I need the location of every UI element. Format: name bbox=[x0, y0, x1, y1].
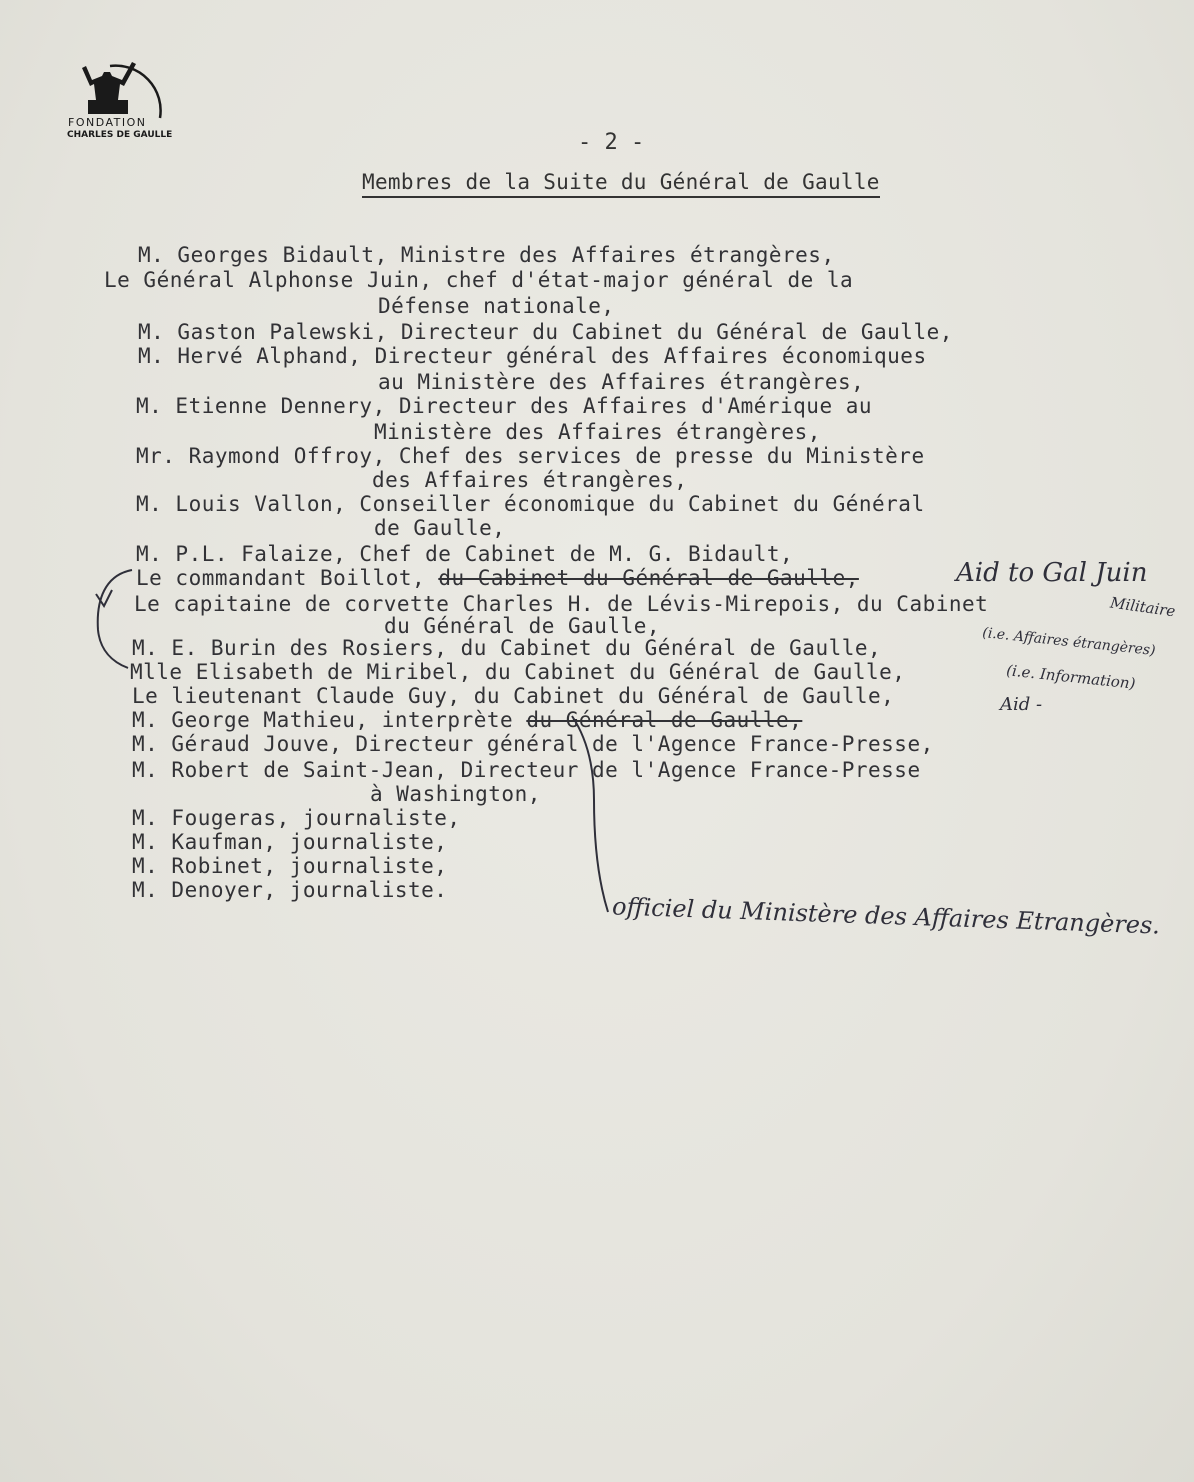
entry-line: M. P.L. Falaize, Chef de Cabinet de M. G. Bidault, bbox=[136, 542, 794, 566]
logo-text-fondation: FONDATION bbox=[68, 116, 147, 129]
entry-line: du Général de Gaulle, bbox=[384, 614, 661, 638]
entry-line: Défense nationale, bbox=[378, 294, 615, 318]
entry-line: Mr. Raymond Offroy, Chef des services de presse du Ministère bbox=[136, 444, 925, 468]
entry-line: M. Robert de Saint-Jean, Directeur de l'Agence France-Presse bbox=[132, 758, 921, 782]
entry-line: M. Hervé Alphand, Directeur général des Affaires économiques bbox=[138, 344, 927, 368]
entry-line: des Affaires étrangères, bbox=[372, 468, 688, 492]
entry-line: Mlle Elisabeth de Miribel, du Cabinet du Général de Gaulle, bbox=[130, 660, 906, 684]
entry-line: au Ministère des Affaires étrangères, bbox=[378, 370, 865, 394]
struck-text: du Cabinet du Général de Gaulle, bbox=[438, 566, 859, 590]
document-title: Membres de la Suite du Général de Gaulle bbox=[362, 170, 880, 198]
entry-line: M. Georges Bidault, Ministre des Affaires étrangères, bbox=[138, 243, 835, 267]
entry-line: Le Général Alphonse Juin, chef d'état-major général de la bbox=[104, 268, 854, 292]
entry-line: à Washington, bbox=[370, 782, 541, 806]
entry-line: M. Kaufman, journaliste, bbox=[132, 830, 448, 854]
entry-line: de Gaulle, bbox=[374, 516, 506, 540]
entry-line: M. Géraud Jouve, Directeur général de l'Agence France-Presse, bbox=[132, 732, 934, 756]
annotation-mirepois: Militaire bbox=[1109, 593, 1177, 621]
entry-text: Le commandant Boillot, bbox=[136, 566, 426, 590]
annotation-guy: Aid - bbox=[1000, 694, 1043, 715]
logo-text-name: CHARLES DE GAULLE bbox=[67, 130, 173, 140]
annotation-burin: (i.e. Affaires étrangères) bbox=[981, 624, 1157, 660]
annotation-bottom: officiel du Ministère des Affaires Etrangères. bbox=[611, 892, 1161, 940]
entry-line: M. E. Burin des Rosiers, du Cabinet du Général de Gaulle, bbox=[132, 636, 882, 660]
entry-line: M. Fougeras, journaliste, bbox=[132, 806, 461, 830]
page-number: - 2 - bbox=[578, 130, 645, 155]
entry-text: M. George Mathieu, interprète bbox=[132, 708, 514, 732]
entry-line: Ministère des Affaires étrangères, bbox=[374, 420, 821, 444]
entry-line: Le lieutenant Claude Guy, du Cabinet du Général de Gaulle, bbox=[132, 684, 895, 708]
annotation-boillot: Aid to Gal Juin bbox=[956, 558, 1148, 588]
entry-line: M. Denoyer, journaliste. bbox=[132, 878, 448, 902]
entry-line: M. Gaston Palewski, Directeur du Cabinet du Général de Gaulle, bbox=[138, 320, 953, 344]
entry-line: Le capitaine de corvette Charles H. de Lévis-Mirepois, du Cabinet bbox=[134, 592, 989, 616]
annotation-miribel: (i.e. Information) bbox=[1005, 661, 1137, 693]
entry-line: M. Etienne Dennery, Directeur des Affaires d'Amérique au bbox=[136, 394, 873, 418]
entry-line: M. Robinet, journaliste, bbox=[132, 854, 448, 878]
entry-line: M. Louis Vallon, Conseiller économique du Cabinet du Général bbox=[136, 492, 925, 516]
struck-text: du Général de Gaulle, bbox=[526, 708, 803, 732]
